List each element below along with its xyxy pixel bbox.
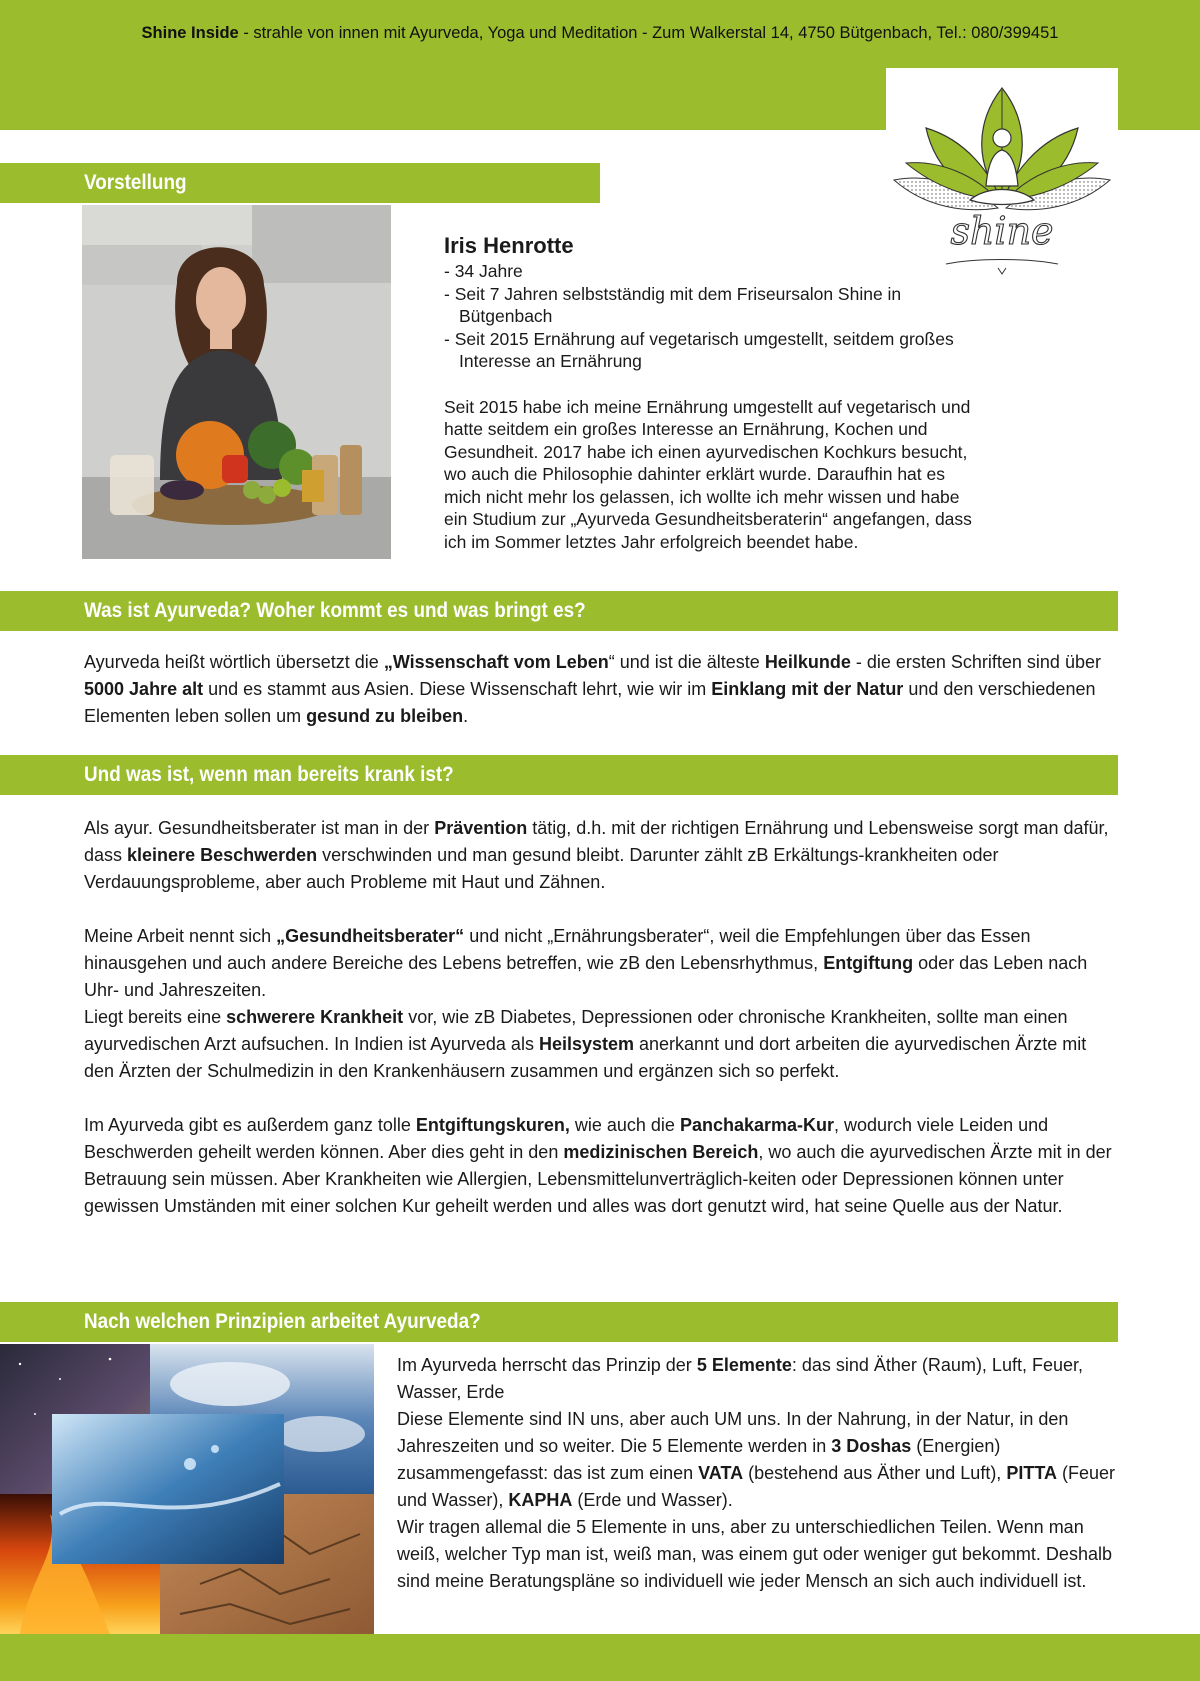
text-run: , wo auch die ayurvedischen Ärzte mit in der Betrauung sein müssen. Aber Krankheiten wie Allergien, Lebensmittelunverträglich-keiten oder Depressionen können unter gewissen Umständen mit einer solchen Kur geheilt werden und alles was dort genutzt wird, hat seine Quelle aus der Natur. [84, 1142, 1112, 1216]
text-run: (Feuer und Wasser), [397, 1463, 1116, 1510]
bold-run: Entgiftung [823, 953, 914, 973]
section-header-ayurveda [0, 591, 1118, 631]
bold-run: kleinere Beschwerden [127, 845, 318, 865]
text-run: Als ayur. Gesundheitsberater ist man in der [84, 818, 435, 838]
text-run: Wir tragen allemal die 5 Elemente in uns, aber zu unterschiedlichen Teilen. Wenn man weiß, welcher Typ man ist, weiß man, was einem gut oder weniger gut bekommt. Deshalb sind meine Beratungspläne so individuell wie jeder Mensch an sich auch individuell ist. [397, 1517, 1112, 1591]
profile-item: - 34 Jahre [444, 261, 523, 281]
profile-name: Iris Henrotte [444, 233, 574, 258]
bold-run: VATA [698, 1463, 744, 1483]
paragraph [84, 1004, 1118, 1085]
bold-run: PITTA [1006, 1463, 1057, 1483]
text-run: und den verschiedenen Elementen leben sollen um [84, 679, 1096, 726]
text-run: oder das Leben nach Uhr- und Jahreszeiten. [84, 953, 1088, 1000]
paragraph [84, 1112, 1118, 1220]
bold-run: „Gesundheitsberater“ [276, 926, 465, 946]
text-run: wie auch die [569, 1115, 680, 1135]
text-run: verschwinden und man gesund bleibt. Darunter zählt zB Erkältungs-krankheiten oder Verdauungsprobleme, aber auch Probleme mit Haut und Zähnen. [84, 845, 999, 892]
text-run: und nicht „Ernährungsberater“, weil die Empfehlungen über das Essen hinausgehen und auch andere Bereiche des Lebens betreffen, wie zB den Lebensrhythmus, [84, 926, 1031, 973]
text-run: Diese Elemente sind IN uns, aber auch UM uns. In der Nahrung, in der Natur, in den Jahreszeiten und so weiter. Die 5 Elemente werden in [397, 1409, 1069, 1456]
bold-run: KAPHA [508, 1490, 573, 1510]
five-elements-image [0, 1344, 374, 1634]
text-run: (Energien) zusammengefasst: das ist zum einen [397, 1436, 1001, 1483]
krank-paragraphs [84, 815, 1118, 1220]
bold-run: Einklang mit der Natur [711, 679, 904, 699]
brand-name: Shine Inside [141, 24, 239, 42]
bold-run: medizinischen Bereich [563, 1142, 759, 1162]
bold-run: Panchakarma-Kur [679, 1115, 835, 1135]
text-run: (bestehend aus Äther und Luft), [743, 1463, 1007, 1483]
bold-run: „Wissenschaft vom Leben [383, 652, 609, 672]
profile [444, 232, 984, 553]
profile-paragraph: Seit 2015 habe ich meine Ernährung umgestellt auf vegetarisch und hatte seitdem ein großes Interesse an Ernährung, Kochen und Gesundheit. 2017 habe ich einen ayurvedischen Kochkurs besucht, wo auch die Philosophie dahinter erklärt wurde. Daraufhin hat es mich nicht mehr los gelassen, ich wollte ich mehr wissen und habe ein Studium zur „Ayurveda Gesundheitsberaterin“ angefangen, dass ich im Sommer letztes Jahr erfolgreich beendet habe. [444, 396, 972, 552]
text-run: anerkannt und dort arbeiten die ayurvedischen Ärzte mit den Ärzten der Schulmedizin in den Krankenhäusern zusammen und ergänzen sich so perfekt. [84, 1034, 1087, 1081]
ayurveda-paragraph [84, 649, 1118, 730]
profile-item: - Seit 7 Jahren selbstständig mit dem Friseursalon Shine in Bütgenbach [444, 283, 902, 326]
text-run: . [463, 706, 469, 726]
section-title: Vorstellung [84, 171, 187, 194]
bold-run: 3 Doshas [831, 1436, 912, 1456]
elements-collage [0, 1344, 374, 1634]
bold-run: Heilsystem [538, 1034, 635, 1054]
text-run: Liegt bereits eine [84, 1007, 227, 1027]
bold-run: gesund zu bleiben [306, 706, 464, 726]
footer-band [0, 1634, 1200, 1681]
section-header-prinzipien [0, 1302, 1118, 1342]
bold-run: Prävention [434, 818, 528, 838]
section-title: Was ist Ayurveda? Woher kommt es und was bringt es? [84, 599, 586, 622]
profile-item: - Seit 2015 Ernährung auf vegetarisch umgestellt, seitdem großes Interesse an Ernährung [444, 328, 954, 371]
section-title: Und was ist, wenn man bereits krank ist? [84, 763, 454, 786]
text-run: - die ersten Schriften sind über [850, 652, 1101, 672]
text-run: Meine Arbeit nennt sich [84, 926, 277, 946]
paragraph [84, 923, 1118, 1004]
prinzipien-paragraph [397, 1352, 1127, 1595]
text-run: Im Ayurveda herrscht das Prinzip der [397, 1355, 697, 1375]
text-run: (Erde und Wasser). [572, 1490, 733, 1510]
text-run: , wodurch viele Leiden und Beschwerden geheilt werden können. Aber dies geht in den [84, 1115, 1049, 1162]
portrait-photo [82, 205, 391, 559]
text-run: tätig, d.h. mit der richtigen Ernährung und Lebensweise sorgt man dafür, dass [84, 818, 1109, 865]
text-run: Im Ayurveda gibt es außerdem ganz tolle [84, 1115, 416, 1135]
text-run: Ayurveda heißt wörtlich übersetzt die [84, 652, 384, 672]
text-run: “ und ist die älteste [608, 652, 765, 672]
text-run: : das sind Äther (Raum), Luft, Feuer, Wasser, Erde [397, 1355, 1083, 1402]
bold-run: schwerere Krankheit [226, 1007, 404, 1027]
logo-text: shine [950, 209, 1054, 253]
bold-run: Heilkunde [764, 652, 851, 672]
section-title: Nach welchen Prinzipien arbeitet Ayurveda? [84, 1310, 481, 1333]
text-run: und es stammt aus Asien. Diese Wissenschaft lehrt, wie wir im [203, 679, 712, 699]
paragraph [84, 815, 1118, 896]
header-text [0, 24, 1200, 43]
kitchen-portrait-image [82, 205, 391, 559]
text-run: vor, wie zB Diabetes, Depressionen oder chronische Krankheiten, sollte man einen ayurvedischen Arzt aufsuchen. In Indien ist Ayurveda als [84, 1007, 1068, 1054]
bold-run: 5 Elemente [696, 1355, 792, 1375]
section-header-krank [0, 755, 1118, 795]
bold-run: 5000 Jahre alt [84, 679, 204, 699]
bold-run: Entgiftungskuren, [415, 1115, 570, 1135]
section-header-vorstellung [0, 163, 600, 203]
header-tagline: - strahle von innen mit Ayurveda, Yoga und Meditation - Zum Walkerstal 14, 4750 Bütgenbach, Tel.: 080/399451 [238, 24, 1059, 42]
